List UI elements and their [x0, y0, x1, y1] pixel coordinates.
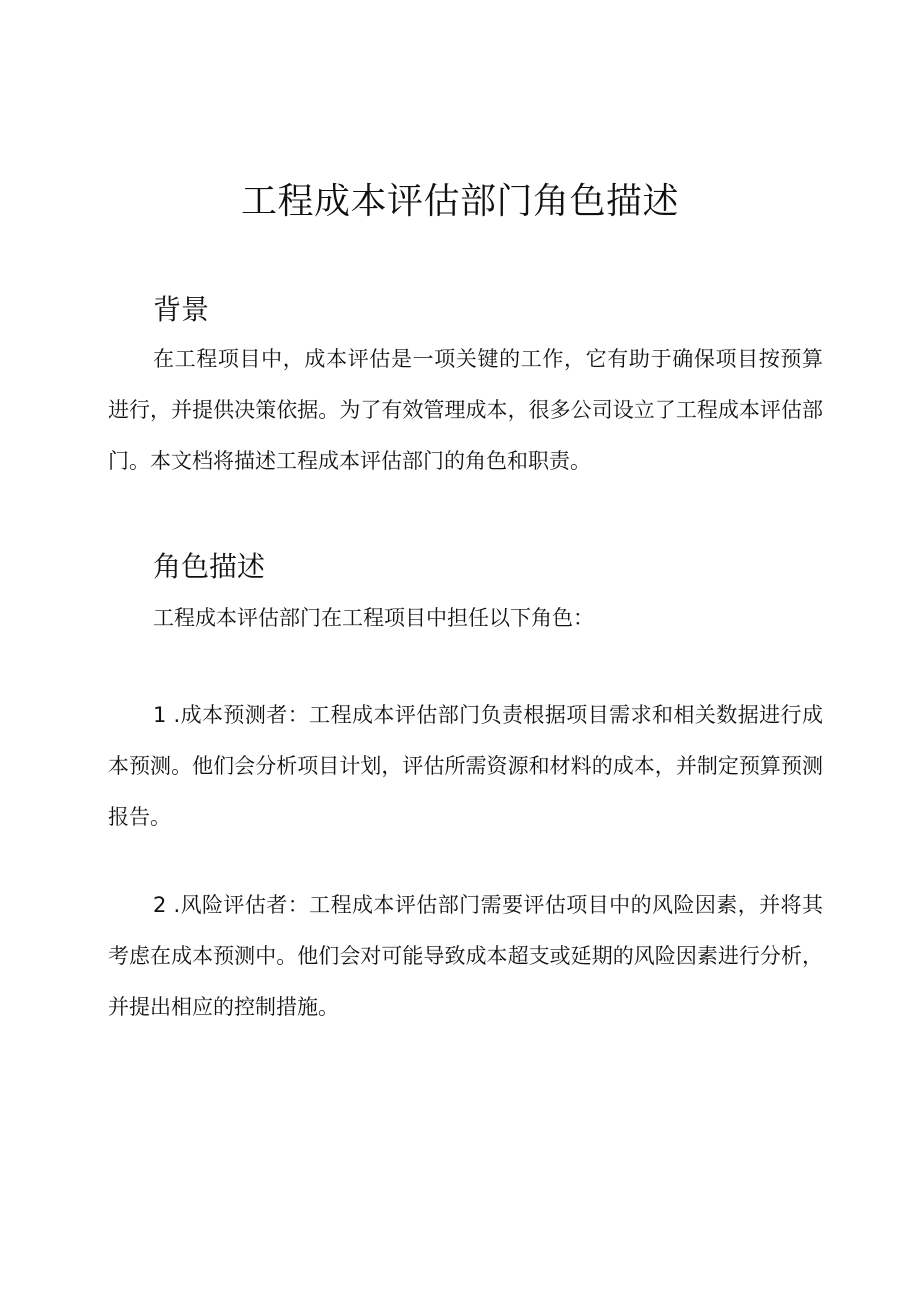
role-item-cost-forecaster: 1 .成本预测者：工程成本评估部门负责根据项目需求和相关数据进行成本预测。他们会分析项目计划，评估所需资源和材料的成本，并制定预算预测报告。 — [108, 703, 823, 829]
role-intro-paragraph: 工程成本评估部门在工程项目中担任以下角色： — [153, 606, 594, 630]
section-heading-background: 背景 — [153, 293, 210, 326]
role-item-risk-assessor: 2 .风险评估者：工程成本评估部门需要评估项目中的风险因素，并将其考虑在成本预测中。他们会对可能导致成本超支或延期的风险因素进行分析，并提出相应的控制措施。 — [108, 893, 823, 1019]
background-paragraph: 在工程项目中，成本评估是一项关键的工作，它有助于确保项目按预算进行，并提供决策依据。为了有效管理成本，很多公司设立了工程成本评估部门。本文档将描述工程成本评估部门的角色和职责。 — [108, 347, 823, 473]
document-title: 工程成本评估部门角色描述 — [240, 181, 679, 222]
section-heading-role-description: 角色描述 — [153, 550, 266, 583]
